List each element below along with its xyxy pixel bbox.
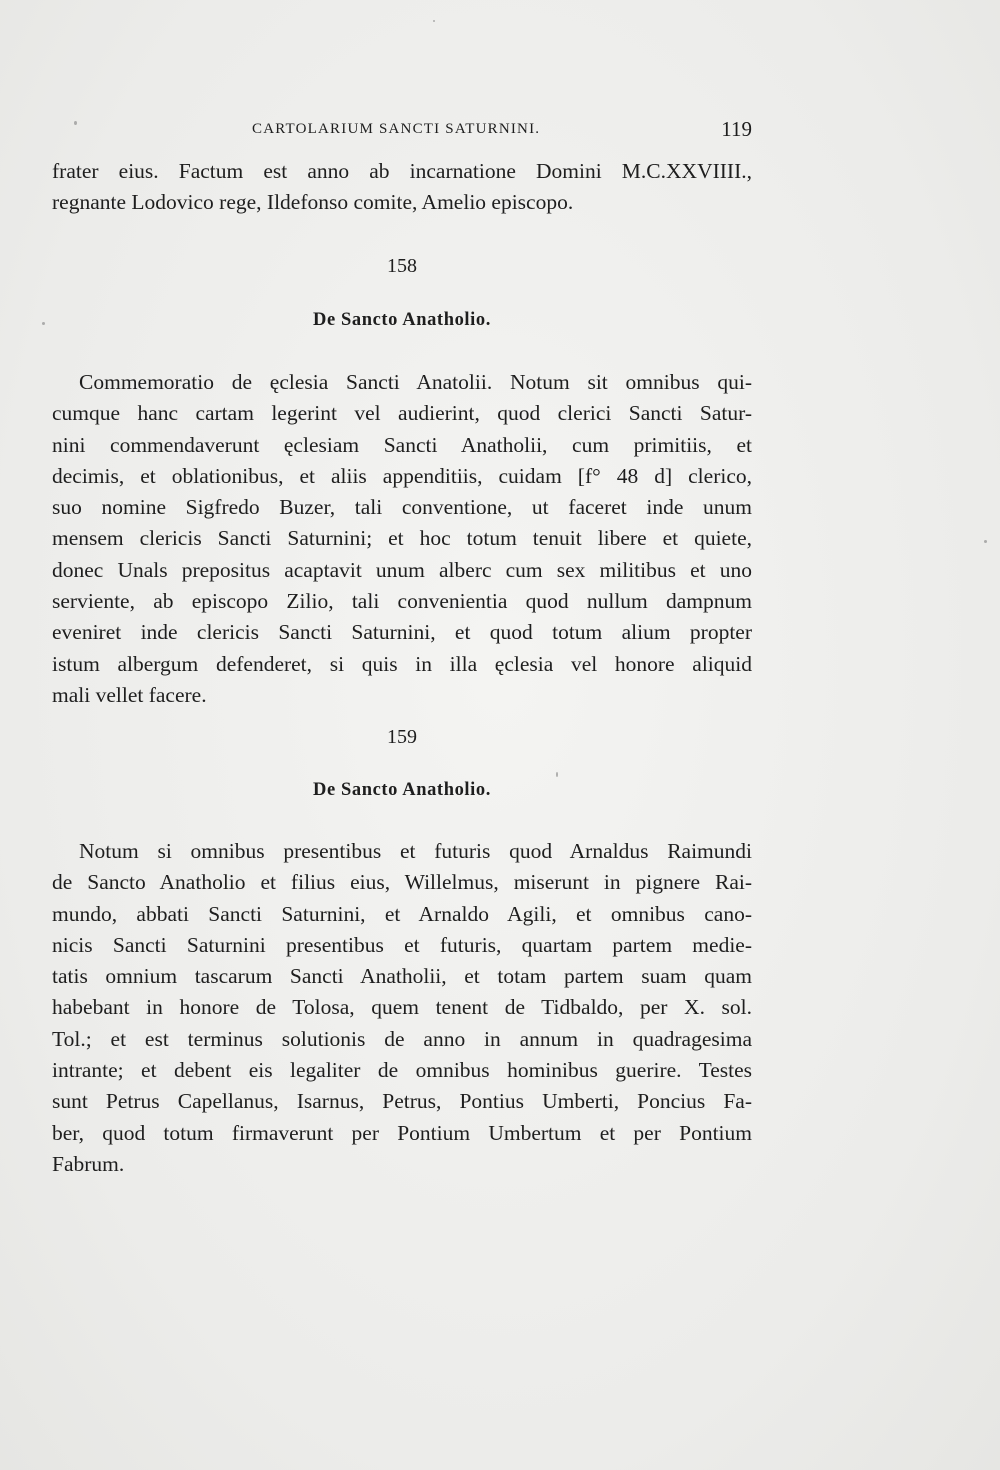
text-line: sunt Petrus Capellanus, Isarnus, Petrus, Pontius Umberti, Poncius Fa-: [52, 1089, 752, 1114]
text-line: nicis Sancti Saturnini presentibus et futuris, quartam partem medie-: [52, 932, 752, 957]
scan-speck: [74, 121, 77, 125]
charter-158-text: [52, 367, 752, 711]
running-head: [52, 117, 752, 151]
scan-speck: [556, 772, 558, 777]
scan-speck: [42, 322, 45, 325]
text-line: ber, quod totum firmaverunt per Pontium Umbertum et per Pontium: [52, 1120, 752, 1145]
charter-title-158: De Sancto Anatholio.: [312, 310, 491, 330]
charter-number-158: 158: [387, 255, 417, 277]
page-number: 119: [721, 117, 752, 141]
text-line: nini commendaverunt ęclesiam Sancti Anatholii, cum primitiis, et: [52, 432, 752, 457]
scan-speck: [984, 540, 987, 543]
text-line: Tol.; et est terminus solutionis de anno in annum in quadragesima: [52, 1026, 752, 1051]
text-line: suo nomine Sigfredo Buzer, tali conventione, ut faceret inde unum: [52, 495, 752, 520]
running-title: CARTOLARIUM SANCTI SATURNINI.: [252, 121, 541, 137]
text-line: mali vellet facere.: [52, 682, 207, 707]
text-line: mundo, abbati Sancti Saturnini, et Arnaldo Agili, et omnibus cano-: [52, 901, 752, 926]
text-line: cumque hanc cartam legerint vel audierint, quod clerici Sancti Satur-: [52, 401, 752, 426]
text-line: tatis omnium tascarum Sancti Anatholii, et totam partem suam quam: [52, 964, 752, 989]
text-line: intrante; et debent eis legaliter de omnibus hominibus guerire. Testes: [52, 1058, 752, 1083]
text-line: habebant in honore de Tolosa, quem tenent de Tidbaldo, per X. sol.: [52, 995, 752, 1020]
text-line: Notum si omnibus presentibus et futuris quod Arnaldus Raimundi: [79, 839, 752, 863]
text-line: donec Unals prepositus acaptavit unum alberc cum sex militibus et uno: [52, 557, 752, 582]
text-line: mensem clericis Sancti Saturnini; et hoc totum tenuit libere et quiete,: [52, 526, 752, 551]
text-line: frater eius. Factum est anno ab incarnatione Domini M.C.XXVIIII.,: [52, 159, 752, 183]
continuation-text: [52, 156, 752, 219]
charter-159-text: [52, 836, 752, 1180]
scan-speck: [433, 20, 435, 22]
text-line: decimis, et oblationibus, et aliis appenditiis, cuidam [f° 48 d] clerico,: [52, 463, 752, 488]
charter-number-159: 159: [387, 726, 417, 748]
text-line: de Sancto Anatholio et filius eius, Willelmus, miserunt in pignere Rai-: [52, 870, 752, 895]
charter-title-159: De Sancto Anatholio.: [312, 780, 491, 800]
text-line: istum albergum defenderet, si quis in illa ęclesia vel honore aliquid: [52, 651, 752, 676]
text-line: regnante Lodovico rege, Ildefonso comite, Amelio episcopo.: [52, 190, 574, 215]
text-line: eveniret inde clericis Sancti Saturnini, et quod totum alium propter: [52, 620, 752, 645]
text-line: Commemoratio de ęclesia Sancti Anatolii. Notum sit omnibus qui-: [79, 370, 752, 394]
text-line: Fabrum.: [52, 1151, 125, 1176]
text-line: serviente, ab episcopo Zilio, tali convenientia quod nullum dampnum: [52, 589, 752, 614]
